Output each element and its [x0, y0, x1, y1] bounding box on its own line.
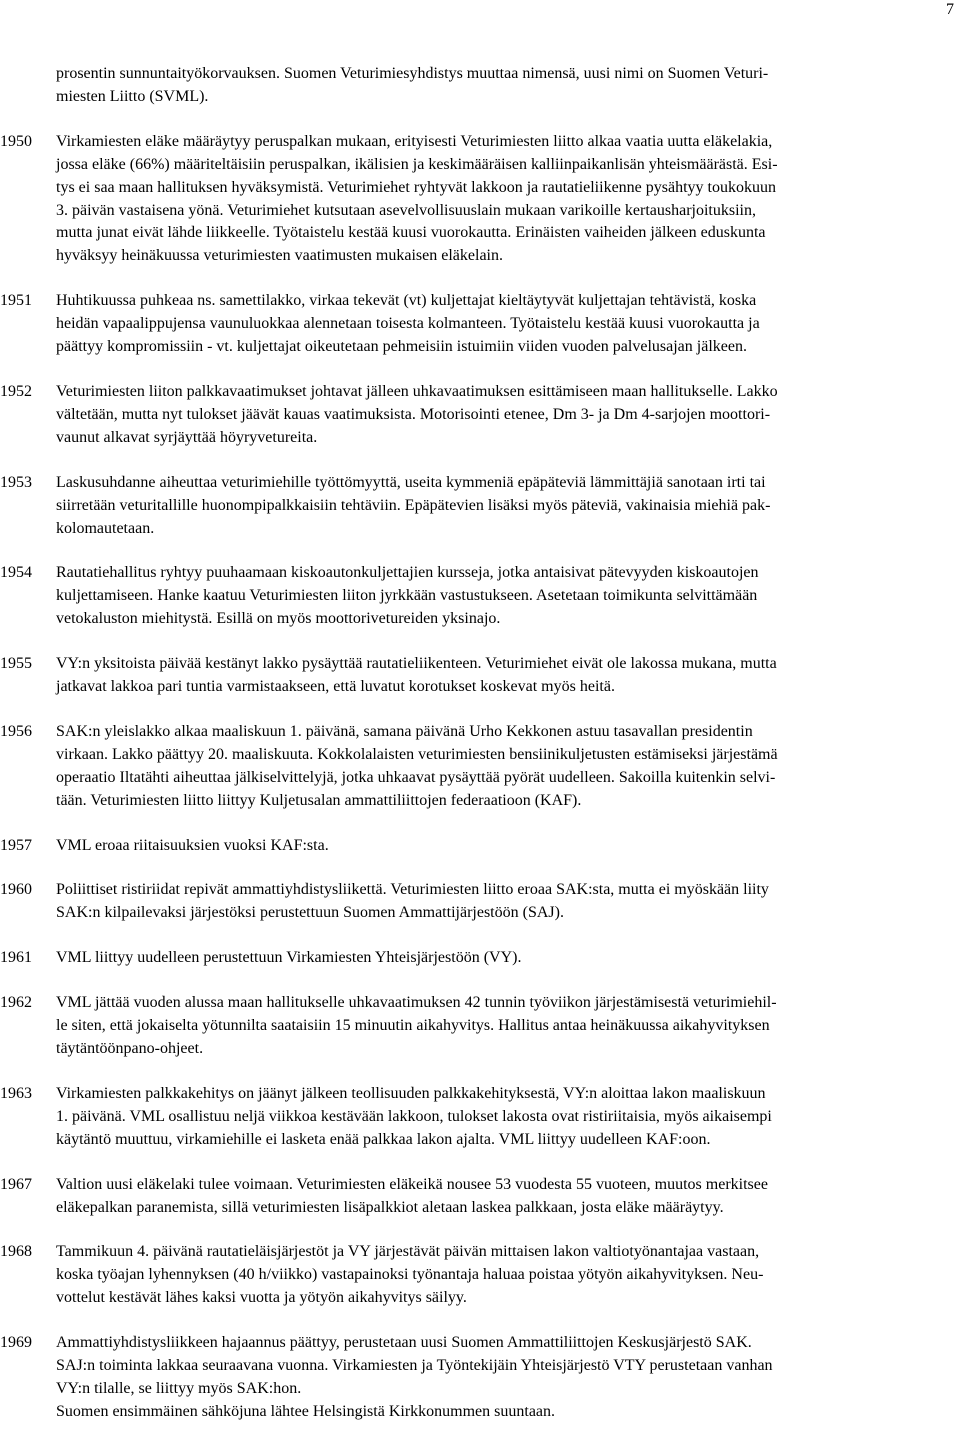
entry-text-line: le siten, että jokaiselta yötunnilta saataisiin 15 minuutin aikahyvitys. Hallitus antaa heinäkuussa aikahyvityksen	[56, 1017, 770, 1035]
entry-text-line: VY:n tilalle, se liittyy myös SAK:hon.	[56, 1379, 302, 1397]
chronology-entry	[0, 131, 960, 268]
page-number: 7	[946, 1, 954, 18]
entry-text-line: prosentin sunnuntaityökorvauksen. Suomen Veturimiesyhdistys muuttaa nimensä, uusi nimi on Suomen Veturi-	[56, 65, 769, 82]
entry-text-line: VY:n yksitoista päivää kestänyt lakko pysäyttää rautatieliikenteen. Veturimiehet eivät ole lakossa mukana, mutta	[56, 655, 777, 673]
entry-text-line: siirretään veturitallille huonompipalkkaisiin tehtäviin. Epäpätevien lisäksi myös päteviä, vakinaisia miehiä pak-	[56, 496, 771, 514]
entry-text-line: vottelut kestävät lähes kaksi vuotta ja yötyön aikahyvitys säilyy.	[56, 1289, 467, 1307]
chronology-entry	[0, 1083, 960, 1152]
chronology-entry	[0, 562, 960, 631]
entry-year: 1955	[0, 655, 32, 673]
entry-text-line: jatkavat lakkoa pari tuntia varmistaakseen, että luvatut korotukset koskevat myös heitä.	[56, 678, 615, 696]
entry-text	[56, 992, 960, 1061]
entry-year: 1967	[0, 1175, 32, 1193]
entry-year: 1968	[0, 1243, 32, 1261]
entry-text-line: SAK:n kilpailevaksi järjestöksi perustettuun Suomen Ammattijärjestöön (SAJ).	[56, 904, 564, 922]
chronology-entry	[0, 653, 960, 699]
entry-year: 1957	[0, 836, 32, 854]
entry-text	[56, 1332, 960, 1424]
entry-year: 1952	[0, 382, 32, 400]
entry-year: 1950	[0, 132, 32, 150]
chronology-entry	[0, 1332, 960, 1424]
entry-text	[56, 472, 960, 541]
entry-text-line: SAK:n yleislakko alkaa maaliskuun 1. päivänä, samana päivänä Urho Kekkonen astuu tasavallan presidentin	[56, 722, 753, 740]
chronology-entry	[0, 947, 960, 970]
entry-year: 1956	[0, 722, 32, 740]
entry-text	[56, 721, 960, 813]
entry-year: 1969	[0, 1334, 32, 1352]
entry-text	[56, 131, 960, 268]
entry-text-line: jossa eläke (66%) määriteltäisiin peruspalkan, ikälisien ja keskimääräisen kalliinpaikanlisän yhteismäärästä. Esi-	[56, 155, 778, 173]
chronology-entry	[0, 721, 960, 813]
entry-text-line: Huhtikuussa puhkeaa ns. samettilakko, virkaa tekevät (vt) kuljettajat kieltäytyvät kuljettajan tehtävistä, koska	[56, 292, 757, 310]
entry-text	[56, 290, 960, 359]
entry-text	[56, 381, 960, 450]
entry-year: 1962	[0, 994, 32, 1012]
entry-text	[56, 63, 960, 109]
entry-text-line: tään. Veturimiesten liitto liittyy Kuljetusalan ammattiliittojen federaatioon (KAF).	[56, 791, 582, 809]
chronology-entry	[0, 472, 960, 541]
entry-text-line: VML liittyy uudelleen perustettuun Virkamiesten Yhteisjärjestöön (VY).	[56, 949, 522, 967]
entry-text-line: 1. päivänä. VML osallistuu neljä viikkoa kestävään lakkoon, tulokset lakosta ovat ristiriitaisia, myös aikaisempi	[56, 1107, 772, 1125]
entry-text	[56, 1241, 960, 1310]
entry-text-line: Veturimiesten liiton palkkavaatimukset johtavat jälleen uhkavaatimuksen esittämiseen maan hallitukselle. Lakko	[56, 382, 778, 400]
entry-text-line: VML eroaa riitaisuuksien vuoksi KAF:sta.	[56, 836, 329, 854]
entry-text-line: Poliittiset ristiriidat repivät ammattiyhdistysliikettä. Veturimiesten liitto eroaa SAK:sta, mutta ei myöskään liity	[56, 881, 769, 899]
chronology-entry	[0, 879, 960, 925]
entry-text-line: Ammattiyhdistysliikkeen hajaannus päättyy, perustetaan uusi Suomen Ammattiliittojen Keskusjärjestö SAK.	[56, 1334, 752, 1352]
chronology-entry	[0, 381, 960, 450]
entry-year: 1961	[0, 949, 32, 967]
entry-year: 1951	[0, 292, 32, 310]
entry-year: 1963	[0, 1084, 32, 1102]
entry-text-line: päättyy kompromissiin - vt. kuljettajat oikeutetaan pehmeisiin istuimiin viiden vuoden palvelusajan jälkeen.	[56, 338, 747, 356]
entry-text-line: heidän vapaalippujensa vaunuluokkaa alennetaan toisesta kolmanteen. Työtaistelu kestää kuusi vuorokautta ja	[56, 315, 760, 333]
entry-text-line: eläkepalkan paranemista, sillä veturimiesten lisäpalkkiot aletaan laskea palkkaan, josta eläke määräytyy.	[56, 1198, 724, 1216]
chronology-list	[0, 63, 960, 1446]
entry-text-line: Laskusuhdanne aiheuttaa veturimiehille työttömyyttä, useita kymmeniä epäpäteviä lämmittäjiä sanotaan irti tai	[56, 473, 766, 491]
chronology-entry	[0, 835, 960, 858]
entry-text	[56, 562, 960, 631]
entry-text	[56, 947, 960, 970]
entry-text-line: virkaan. Lakko päättyy 20. maaliskuuta. Kokkolalaisten veturimiesten bensiinikuljetusten estämiseksi järjestämä	[56, 745, 778, 763]
entry-text-line: Rautatiehallitus ryhtyy puuhaamaan kiskoautonkuljettajien kursseja, jotka antaisivat pätevyyden kiskoautojen	[56, 564, 759, 582]
entry-text-line: mutta junat eivät lähde liikkeelle. Työtaistelu kestää kuusi vuorokautta. Erinäisten vaiheiden jälkeen eduskunta	[56, 224, 766, 242]
entry-text-line: hyväksyy heinäkuussa veturimiesten vaatimusten mukaisen eläkelain.	[56, 247, 503, 265]
entry-text-line: koska työajan lyhennyksen (40 h/viikko) vastapainoksi työnantaja haluaa poistaa yötyön aikahyvityksen. Neu-	[56, 1266, 764, 1284]
entry-text-line: täytäntöönpano-ohjeet.	[56, 1040, 204, 1057]
entry-text	[56, 835, 960, 858]
chronology-entry	[0, 290, 960, 359]
entry-year: 1960	[0, 881, 32, 899]
entry-text-line: operaatio Iltatähti aiheuttaa jälkiselvittelyjä, jotka uhkaavat pysäyttää pyörät uudelleen. Sakoilla kuitenkin selvi-	[56, 768, 776, 786]
entry-text-line: vaunut alkavat syrjäyttää höyryvetureita.	[56, 428, 318, 446]
entry-text-line: 3. päivän vastaisena yönä. Veturimiehet kutsutaan asevelvollisuuslain mukaan varikoille kertausharjoituksiin,	[56, 201, 756, 219]
entry-text-line: vältetään, mutta nyt tulokset jäävät kauas vaatimuksista. Motorisointi etenee, Dm 3- ja Dm 4-sarjojen moottori-	[56, 405, 771, 423]
entry-text	[56, 1174, 960, 1220]
entry-text-line: käytäntö muuttuu, virkamiehille ei lasketa enää palkkaa lakon ajalta. VML liittyy uudelleen KAF:oon.	[56, 1130, 711, 1148]
entry-text-line: miesten Liitto (SVML).	[56, 87, 209, 105]
entry-text	[56, 879, 960, 925]
entry-text-line: Virkamiesten eläke määräytyy peruspalkan mukaan, erityisesti Veturimiesten liitto alkaa vaatia uutta eläkelakia,	[56, 132, 773, 150]
chronology-entry	[0, 63, 960, 109]
entry-year: 1954	[0, 564, 32, 582]
entry-text-line: Suomen ensimmäinen sähköjuna lähtee Helsingistä Kirkkonummen suuntaan.	[56, 1402, 556, 1420]
entry-text-line: Virkamiesten palkkakehitys on jäänyt jälkeen teollisuuden palkkakehityksestä, VY:n aloittaa lakon maaliskuun	[56, 1084, 766, 1102]
entry-text-line: SAJ:n toiminta lakkaa seuraavana vuonna. Virkamiesten ja Työntekijäin Yhteisjärjestö VTY perustetaan vanhan	[56, 1357, 773, 1375]
chronology-entry	[0, 992, 960, 1061]
entry-text-line: kuljettamiseen. Hanke kaatuu Veturimiesten liiton jyrkkään vastustukseen. Asetetaan toimikunta selvittämään	[56, 587, 758, 605]
entry-year: 1953	[0, 473, 32, 491]
entry-text-line: VML jättää vuoden alussa maan hallitukselle uhkavaatimuksen 42 tunnin työviikon järjestämisestä veturimiehil-	[56, 994, 777, 1012]
entry-text-line: Valtion uusi eläkelaki tulee voimaan. Veturimiesten eläkeikä nousee 53 vuodesta 55 vuoteen, muutos merkitsee	[56, 1175, 768, 1193]
entry-text-line: vetokaluston miehitystä. Esillä on myös moottorivetureiden yksinajo.	[56, 610, 501, 628]
entry-text	[56, 653, 960, 699]
entry-text-line: kolomautetaan.	[56, 519, 155, 537]
entry-text-line: Tammikuun 4. päivänä rautatieläisjärjestöt ja VY järjestävät päivän mittaisen lakon valtiotyönantajaa vastaan,	[56, 1243, 760, 1261]
chronology-entry	[0, 1174, 960, 1220]
chronology-entry	[0, 1241, 960, 1310]
entry-text-line: tys ei saa maan hallituksen hyväksymistä. Veturimiehet ryhtyvät lakkoon ja rautatieliikenne pysähtyy toukokuun	[56, 178, 776, 196]
entry-text	[56, 1083, 960, 1152]
